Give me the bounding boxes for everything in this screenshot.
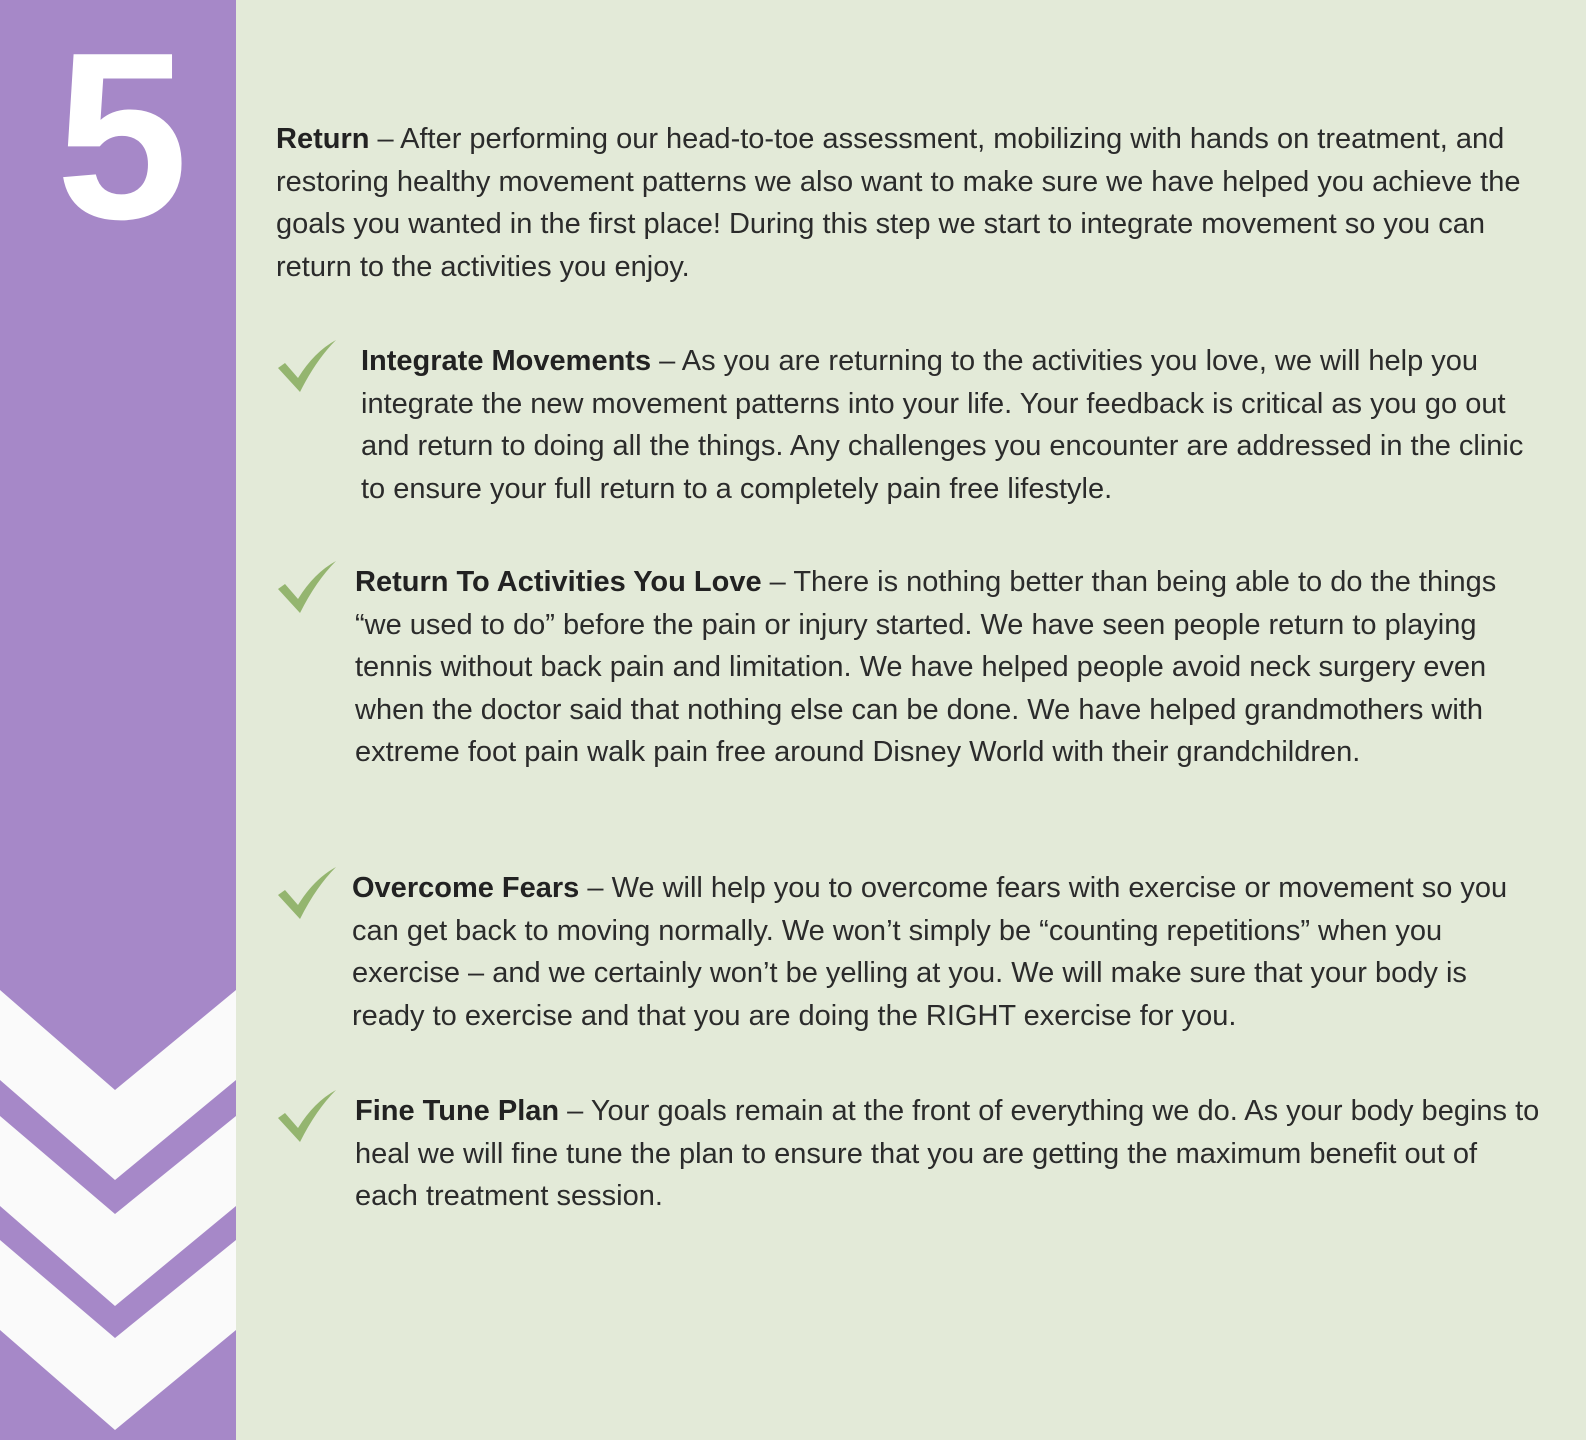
- intro-title: Return: [276, 123, 370, 155]
- intro-separator: –: [369, 123, 401, 155]
- sidebar-banner: [0, 0, 236, 1440]
- list-item-text: [276, 340, 1546, 510]
- list-item-overcome-fears: [276, 867, 1546, 1037]
- list-item-text: [276, 1090, 1546, 1218]
- list-item-separator: –: [651, 345, 682, 377]
- checkmark-icon: [276, 336, 338, 398]
- checkmark-icon: [276, 557, 338, 619]
- intro-paragraph: [276, 118, 1546, 288]
- list-item-body: As you are returning to the activities you love, we will help you integrate the new movement patterns into your life. Your feedback is critical as you go out and return to doing all the things. Any challenges you encounter are addressed in the clinic to ensure your full return to a completely pain free lifestyle.: [361, 345, 1524, 505]
- list-item-integrate-movements: [276, 340, 1546, 510]
- chevron-down-icon: [0, 990, 236, 1440]
- list-item-separator: –: [761, 566, 794, 598]
- list-item-title: Fine Tune Plan: [355, 1095, 560, 1127]
- list-item-title: Integrate Movements: [361, 345, 652, 377]
- list-item-return-to-activities: [276, 561, 1546, 774]
- list-item-fine-tune-plan: [276, 1090, 1546, 1218]
- intro-section: [276, 118, 1546, 288]
- list-item-separator: –: [559, 1095, 591, 1127]
- list-item-text: [276, 867, 1546, 1037]
- checkmark-icon: [276, 863, 338, 925]
- step-number: 5: [55, 4, 185, 269]
- list-item-title: Overcome Fears: [352, 872, 580, 904]
- list-item-body: There is nothing better than being able to do the things “we used to do” before the pain or injury started. We have seen people return to playing tennis without back pain and limitation. We have helped people avoid neck surgery even when the doctor said that nothing else can be done. We have helped grandmothers with extreme foot pain walk pain free around Disney World with their grandchildren.: [355, 566, 1497, 768]
- list-item-separator: –: [579, 872, 612, 904]
- checkmark-icon: [276, 1086, 338, 1148]
- list-item-title: Return To Activities You Love: [355, 566, 762, 598]
- list-item-text: [276, 561, 1546, 774]
- list-item-body: Your goals remain at the front of everything we do. As your body begins to heal we will fine tune the plan to ensure that you are getting the maximum benefit out of each treatment session.: [355, 1095, 1540, 1212]
- intro-text: After performing our head-to-toe assessment, mobilizing with hands on treatment, and restoring healthy movement patterns we also want to make sure we have helped you achieve the goals you wanted in the first place! During this step we start to integrate movement so you can return to the activities you enjoy.: [276, 123, 1521, 283]
- list-item-body: We will help you to overcome fears with exercise or movement so you can get back to moving normally. We won’t simply be “counting repetitions” when you exercise – and we certainly won’t be yelling at you. We will make sure that your body is ready to exercise and that you are doing the RIGHT exercise for you.: [352, 872, 1508, 1032]
